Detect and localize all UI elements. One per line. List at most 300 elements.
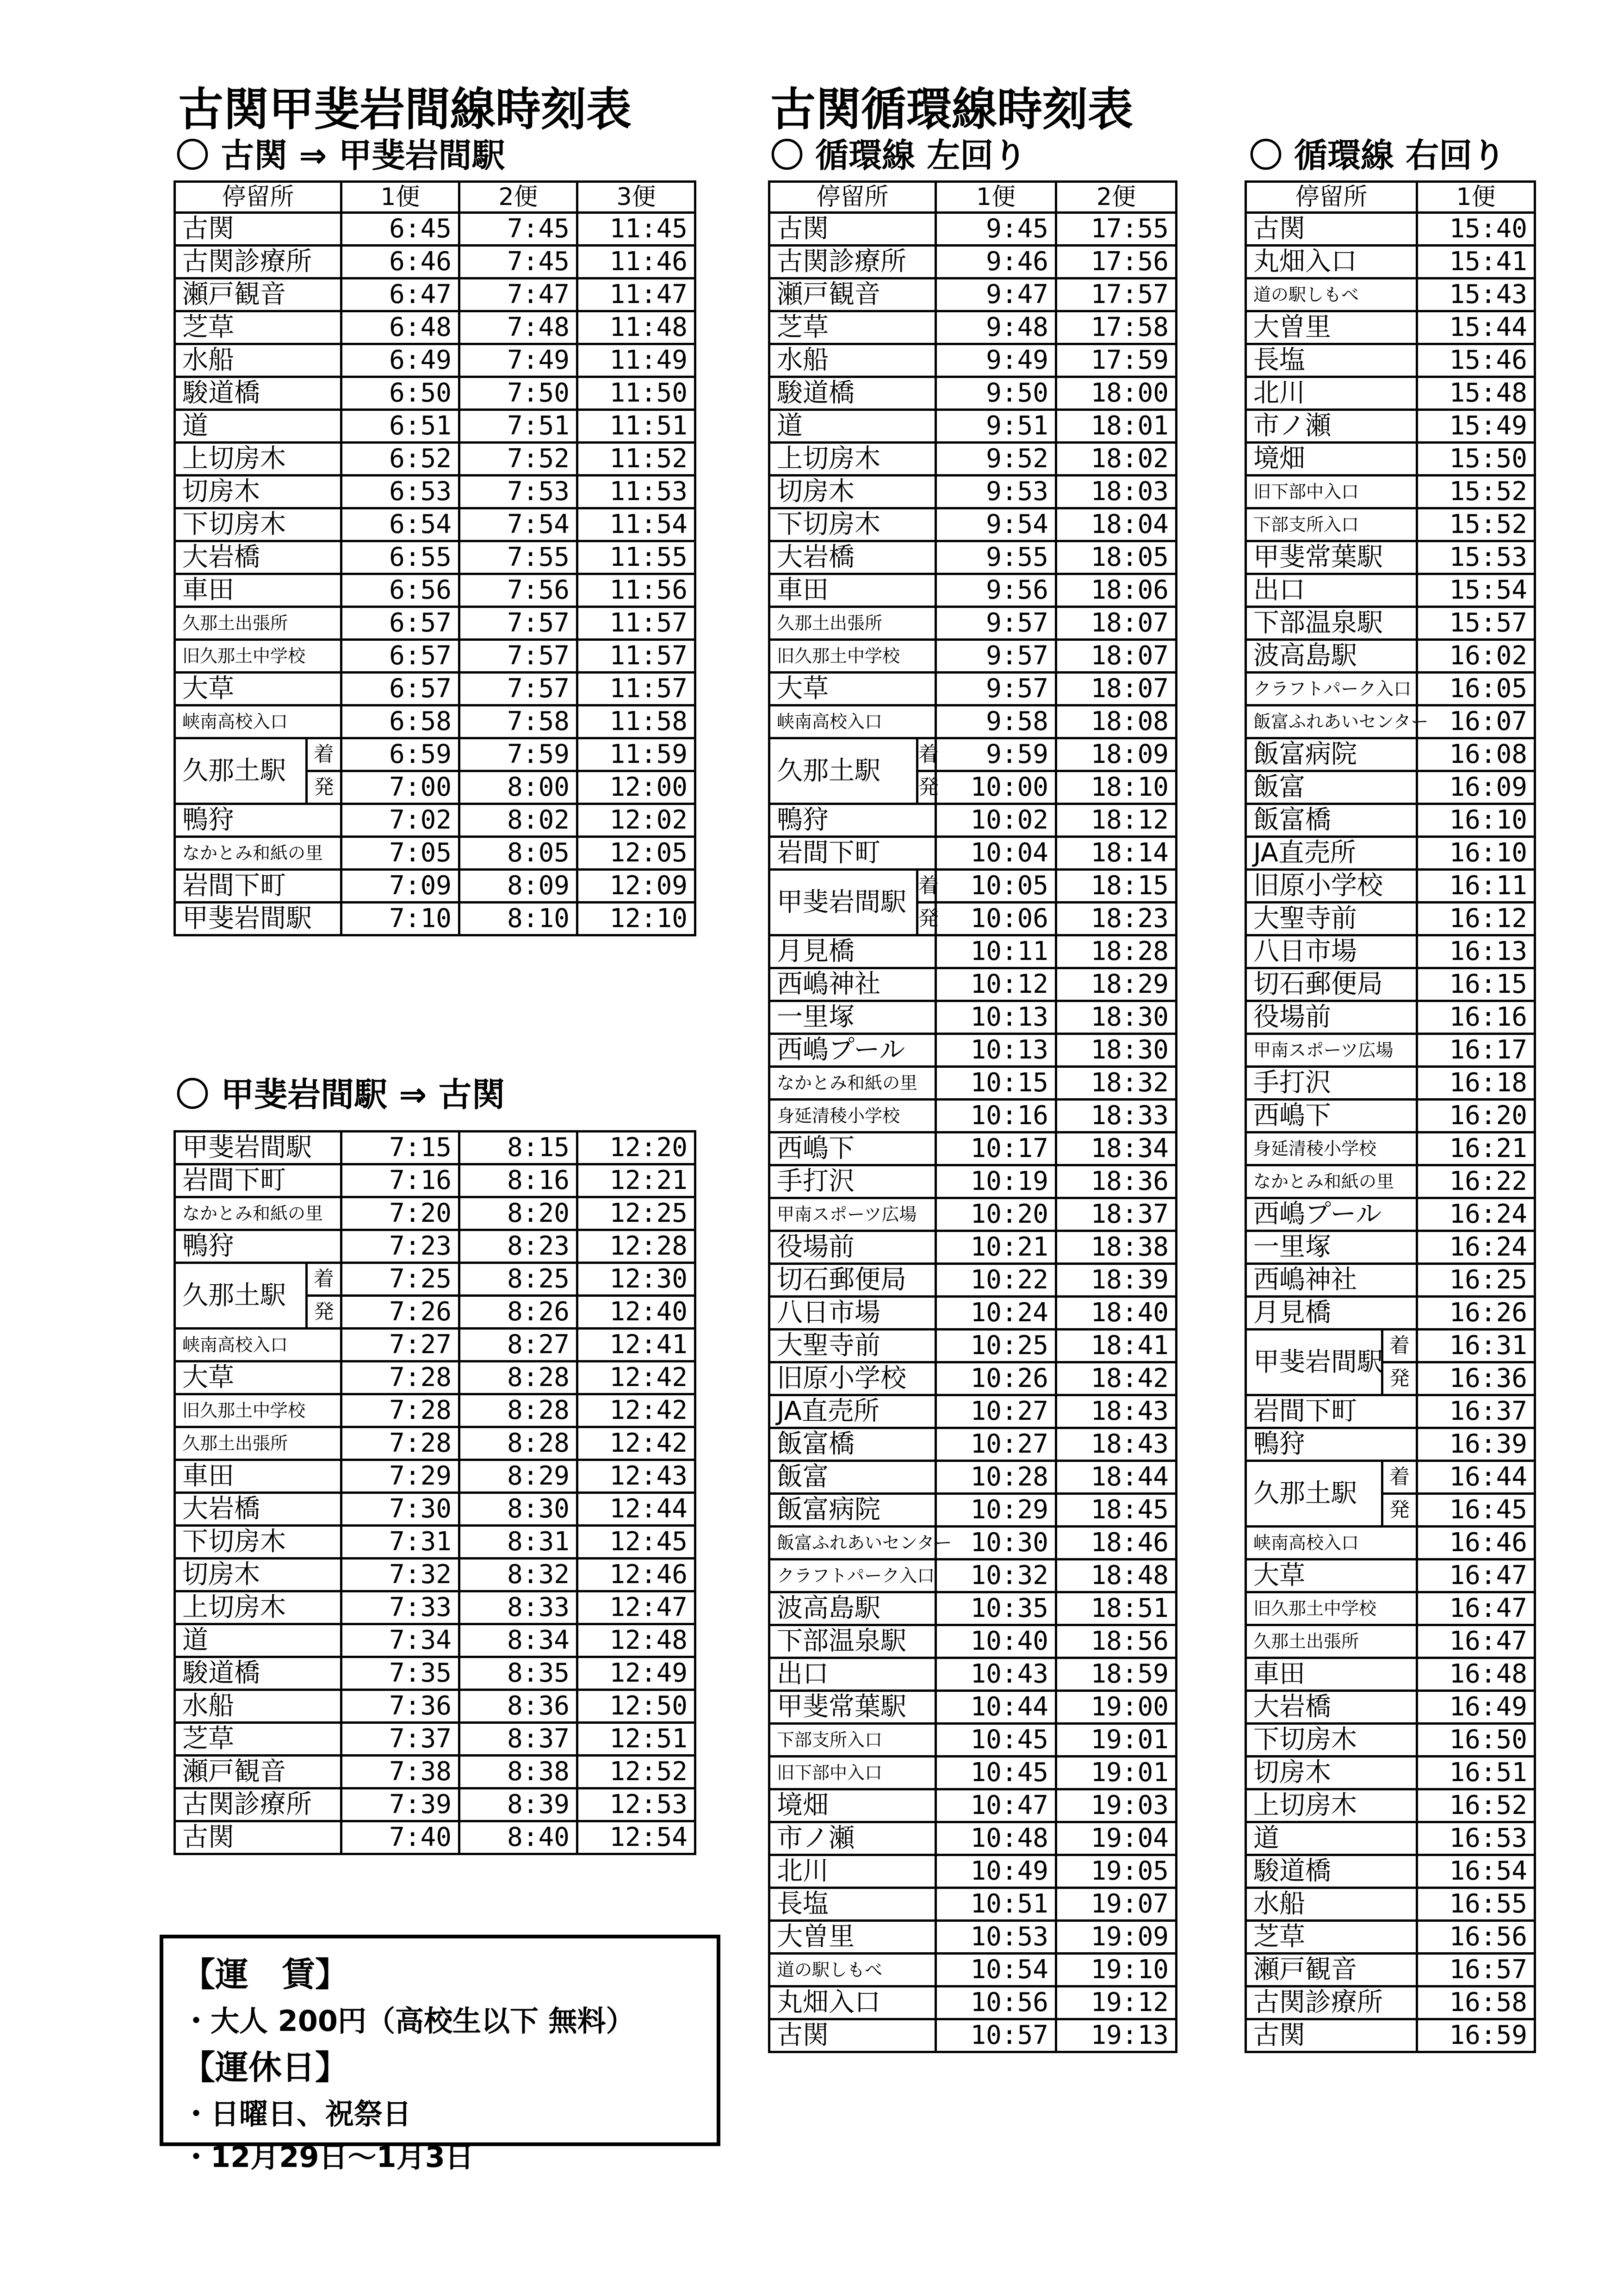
header-stop: 停留所 (1246, 182, 1417, 213)
stop-name: 久那土出張所 (769, 607, 936, 640)
time: 18:34 (1056, 1133, 1177, 1165)
arrival-time: 18:09 (1056, 738, 1177, 771)
time: 18:06 (1056, 574, 1177, 607)
table-row (1246, 476, 1535, 508)
time: 12:52 (577, 1756, 695, 1789)
time: 10:32 (936, 1560, 1056, 1592)
arrival-time: 6:59 (341, 738, 459, 771)
time: 16:48 (1417, 1658, 1535, 1691)
time: 9:53 (936, 476, 1056, 508)
arrival-time: 16:44 (1417, 1461, 1535, 1494)
time: 12:28 (577, 1230, 695, 1263)
time: 10:02 (936, 804, 1056, 837)
time: 16:16 (1417, 1001, 1535, 1034)
time: 18:12 (1056, 804, 1177, 837)
table-row (1246, 935, 1535, 968)
time: 18:36 (1056, 1165, 1177, 1198)
stop-name: 一里塚 (1246, 1231, 1417, 1264)
time: 18:45 (1056, 1494, 1177, 1527)
departure-time: 16:45 (1417, 1494, 1535, 1527)
stop-name: 古関診療所 (175, 246, 341, 278)
table-row (1246, 344, 1535, 377)
time: 7:27 (341, 1329, 459, 1362)
table-row (175, 541, 695, 574)
header-trip-1: 1便 (1417, 182, 1535, 213)
stop-name: 道 (1246, 1822, 1417, 1855)
time: 18:32 (1056, 1067, 1177, 1100)
stop-name: 旧久那土中学校 (1246, 1592, 1417, 1625)
time: 16:17 (1417, 1034, 1535, 1067)
stop-name: 久那土駅 (1246, 1461, 1382, 1527)
header-row (769, 182, 1177, 213)
table-row (1246, 1888, 1535, 1921)
stop-name: 西嶋下 (769, 1133, 936, 1165)
time: 10:53 (936, 1921, 1056, 1954)
time: 16:47 (1417, 1592, 1535, 1625)
time: 19:09 (1056, 1921, 1177, 1954)
stop-name: 下部支所入口 (769, 1724, 936, 1757)
time: 10:26 (936, 1362, 1056, 1395)
table-row (769, 1658, 1177, 1691)
time: 7:23 (341, 1230, 459, 1263)
heading-table-a: 〇 古関 ⇒ 甲斐岩間駅 (176, 136, 505, 175)
arrival-time: 7:25 (341, 1263, 459, 1296)
time: 10:25 (936, 1330, 1056, 1362)
time: 11:47 (577, 278, 695, 311)
stop-name: 古関診療所 (1246, 1987, 1417, 2019)
time: 18:00 (1056, 377, 1177, 410)
time: 9:57 (936, 640, 1056, 673)
time: 18:39 (1056, 1264, 1177, 1297)
table-row (1246, 1987, 1535, 2019)
stop-name: 大岩橋 (769, 541, 936, 574)
stop-name: 丸畑入口 (769, 1987, 936, 2019)
table-row (769, 278, 1177, 311)
time: 18:37 (1056, 1198, 1177, 1231)
table-row (1246, 574, 1535, 607)
time: 12:45 (577, 1526, 695, 1559)
stop-name: なかとみ和紙の里 (175, 1197, 341, 1230)
time: 10:22 (936, 1264, 1056, 1297)
stop-name: 瀬戸観音 (769, 278, 936, 311)
time: 16:24 (1417, 1198, 1535, 1231)
table-row (1246, 1954, 1535, 1987)
time: 7:15 (341, 1132, 459, 1164)
time: 18:59 (1056, 1658, 1177, 1691)
stop-name: 水船 (1246, 1888, 1417, 1921)
table-row (175, 574, 695, 607)
time: 18:48 (1056, 1560, 1177, 1592)
time: 12:50 (577, 1690, 695, 1723)
arrival-time: 11:59 (577, 738, 695, 771)
table-row (1246, 903, 1535, 935)
table-row (1246, 1691, 1535, 1724)
time: 7:52 (459, 443, 577, 476)
time: 8:37 (459, 1723, 577, 1756)
time: 18:07 (1056, 673, 1177, 706)
table-row (769, 1855, 1177, 1888)
stop-name: 古関 (1246, 213, 1417, 246)
table-row (1246, 213, 1535, 246)
time: 7:02 (341, 804, 459, 837)
stop-name: 古関 (175, 213, 341, 246)
time: 12:20 (577, 1132, 695, 1164)
time: 10:45 (936, 1757, 1056, 1789)
table-row (769, 1789, 1177, 1822)
stop-name: 旧原小学校 (1246, 870, 1417, 903)
table-row (769, 1691, 1177, 1724)
time: 6:57 (341, 640, 459, 673)
time: 16:39 (1417, 1428, 1535, 1461)
stop-name: 道 (175, 410, 341, 443)
table-row (769, 1757, 1177, 1789)
time: 10:51 (936, 1888, 1056, 1921)
time: 10:17 (936, 1133, 1056, 1165)
table-row (1246, 837, 1535, 870)
stop-name: 手打沢 (769, 1165, 936, 1198)
table-row (175, 837, 695, 870)
time: 19:04 (1056, 1822, 1177, 1855)
title-right: 古関循環線時刻表 (770, 83, 1134, 136)
table-row (1246, 1625, 1535, 1658)
fare-heading: 【運 賃】 (182, 1955, 349, 1994)
departure-time: 10:06 (936, 903, 1056, 935)
time: 7:32 (341, 1559, 459, 1591)
time: 8:36 (459, 1690, 577, 1723)
time: 16:58 (1417, 1987, 1535, 2019)
time: 17:58 (1056, 311, 1177, 344)
stop-name: 大曽里 (769, 1921, 936, 1954)
time: 12:42 (577, 1362, 695, 1394)
table-row (175, 1132, 695, 1164)
time: 16:46 (1417, 1527, 1535, 1560)
time: 12:25 (577, 1197, 695, 1230)
heading-table-d: 〇 循環線 右回り (1249, 136, 1506, 175)
time: 15:48 (1417, 377, 1535, 410)
stop-name: 切石郵便局 (1246, 968, 1417, 1001)
time: 16:05 (1417, 673, 1535, 706)
time: 7:35 (341, 1657, 459, 1690)
table-row (1246, 1757, 1535, 1789)
time: 16:11 (1417, 870, 1535, 903)
time: 8:39 (459, 1789, 577, 1821)
time: 12:02 (577, 804, 695, 837)
time: 8:23 (459, 1230, 577, 1263)
header-trip-2: 2便 (1056, 182, 1177, 213)
time: 7:53 (459, 476, 577, 508)
time: 18:46 (1056, 1527, 1177, 1560)
time: 9:56 (936, 574, 1056, 607)
time: 10:27 (936, 1428, 1056, 1461)
stop-name: 駿道橋 (1246, 1855, 1417, 1888)
stop-name: 西嶋神社 (769, 968, 936, 1001)
stop-name: 長塩 (1246, 344, 1417, 377)
table-row (1246, 377, 1535, 410)
table-row (1246, 673, 1535, 706)
time: 6:48 (341, 311, 459, 344)
stop-name: 大草 (1246, 1560, 1417, 1592)
time: 15:41 (1417, 246, 1535, 278)
time: 7:29 (341, 1460, 459, 1493)
time: 10:13 (936, 1034, 1056, 1067)
stop-name: 車田 (769, 574, 936, 607)
departure-time: 8:26 (459, 1296, 577, 1329)
table-row (769, 804, 1177, 837)
time: 9:57 (936, 673, 1056, 706)
time: 9:51 (936, 410, 1056, 443)
time: 6:45 (341, 213, 459, 246)
table-row (175, 1230, 695, 1263)
stop-name: 甲斐岩間駅 (769, 870, 917, 935)
time: 7:45 (459, 246, 577, 278)
table-row (1246, 1560, 1535, 1592)
time: 11:51 (577, 410, 695, 443)
table-row (769, 574, 1177, 607)
table-row (175, 1164, 695, 1197)
table-row (769, 1428, 1177, 1461)
time: 18:07 (1056, 607, 1177, 640)
arrival-time: 18:15 (1056, 870, 1177, 903)
table-row (769, 1330, 1177, 1362)
departure-time: 8:00 (459, 771, 577, 804)
stop-name: 飯富病院 (1246, 738, 1417, 771)
stop-name: 月見橋 (769, 935, 936, 968)
time: 12:46 (577, 1559, 695, 1591)
time: 16:37 (1417, 1395, 1535, 1428)
stop-name: 大岩橋 (175, 1493, 341, 1526)
time: 18:56 (1056, 1625, 1177, 1658)
stop-name: 車田 (1246, 1658, 1417, 1691)
stop-name: 切房木 (769, 476, 936, 508)
time: 16:51 (1417, 1757, 1535, 1789)
stop-name: 飯富ふれあいセンター (769, 1527, 936, 1560)
table-row (769, 2019, 1177, 2052)
time: 7:51 (459, 410, 577, 443)
time: 19:13 (1056, 2019, 1177, 2052)
table-row (769, 1034, 1177, 1067)
time: 18:08 (1056, 706, 1177, 738)
time: 11:53 (577, 476, 695, 508)
stop-name: なかとみ和紙の里 (175, 837, 341, 870)
stop-name: 身延清稜小学校 (1246, 1133, 1417, 1165)
time: 11:58 (577, 706, 695, 738)
time: 18:02 (1056, 443, 1177, 476)
time: 10:35 (936, 1592, 1056, 1625)
stop-name: 上切房木 (769, 443, 936, 476)
table-row (769, 1198, 1177, 1231)
stop-name: 役場前 (769, 1231, 936, 1264)
departure-time: 12:40 (577, 1296, 695, 1329)
stop-name: クラフトパーク入口 (769, 1560, 936, 1592)
table-row (769, 607, 1177, 640)
stop-name: 旧久那土中学校 (175, 1394, 341, 1427)
table-row (1246, 278, 1535, 311)
table-row (1246, 246, 1535, 278)
time: 16:47 (1417, 1560, 1535, 1592)
time: 7:31 (341, 1526, 459, 1559)
table-row (175, 640, 695, 673)
stop-name: 市ノ瀬 (769, 1822, 936, 1855)
time: 17:55 (1056, 213, 1177, 246)
table-row (175, 1657, 695, 1690)
time: 12:44 (577, 1493, 695, 1526)
stop-name: 古関診療所 (769, 246, 936, 278)
arrival-label: 着 (917, 870, 936, 903)
stop-name: 岩間下町 (175, 870, 341, 903)
time: 10:45 (936, 1724, 1056, 1757)
stop-name: 大曽里 (1246, 311, 1417, 344)
time: 12:49 (577, 1657, 695, 1690)
table-row (175, 476, 695, 508)
table-row (175, 738, 695, 771)
time: 8:31 (459, 1526, 577, 1559)
time: 10:21 (936, 1231, 1056, 1264)
table-row (1246, 804, 1535, 837)
table-row (769, 1133, 1177, 1165)
table-row (769, 443, 1177, 476)
departure-label: 発 (307, 771, 341, 804)
table-row (1246, 1724, 1535, 1757)
table-row (769, 1592, 1177, 1625)
stop-name: 八日市場 (769, 1297, 936, 1330)
time: 6:49 (341, 344, 459, 377)
time: 15:43 (1417, 278, 1535, 311)
table-row (175, 1460, 695, 1493)
fare-text: ・大人 200円（高校生以下 無料） (182, 2004, 635, 2038)
table-row (175, 1197, 695, 1230)
stop-name: 瀬戸観音 (175, 1756, 341, 1789)
stop-name: 上切房木 (175, 1591, 341, 1624)
time: 10:11 (936, 935, 1056, 968)
holiday-heading: 【運休日】 (182, 2048, 349, 2087)
time: 18:01 (1056, 410, 1177, 443)
header-trip-1: 1便 (341, 182, 459, 213)
table-row (1246, 1165, 1535, 1198)
time: 8:20 (459, 1197, 577, 1230)
table-row (1246, 1395, 1535, 1428)
table-row (1246, 1100, 1535, 1133)
time: 16:55 (1417, 1888, 1535, 1921)
time: 10:29 (936, 1494, 1056, 1527)
title-left: 古関甲斐岩間線時刻表 (178, 83, 632, 136)
table-row (1246, 1428, 1535, 1461)
time: 12:43 (577, 1460, 695, 1493)
time: 8:30 (459, 1493, 577, 1526)
stop-name: 飯富橋 (1246, 804, 1417, 837)
time: 18:29 (1056, 968, 1177, 1001)
stop-name: 久那土出張所 (1246, 1625, 1417, 1658)
time: 17:59 (1056, 344, 1177, 377)
stop-name: 一里塚 (769, 1001, 936, 1034)
stop-name: 久那土駅 (769, 738, 917, 804)
time: 11:57 (577, 673, 695, 706)
stop-name: 旧久那土中学校 (769, 640, 936, 673)
time: 6:56 (341, 574, 459, 607)
stop-name: 波高島駅 (769, 1592, 936, 1625)
stop-name: 上切房木 (1246, 1789, 1417, 1822)
arrival-time: 12:30 (577, 1263, 695, 1296)
stop-name: 峡南高校入口 (1246, 1527, 1417, 1560)
time: 11:57 (577, 607, 695, 640)
stop-name: 北川 (769, 1855, 936, 1888)
stop-name: 長塩 (769, 1888, 936, 1921)
table-row (769, 673, 1177, 706)
time: 6:57 (341, 673, 459, 706)
stop-name: 岩間下町 (175, 1164, 341, 1197)
time: 11:45 (577, 213, 695, 246)
time: 16:07 (1417, 706, 1535, 738)
time: 18:03 (1056, 476, 1177, 508)
table-row (769, 935, 1177, 968)
stop-name: 古関診療所 (175, 1789, 341, 1821)
table-row (1246, 640, 1535, 673)
stop-name: 役場前 (1246, 1001, 1417, 1034)
table-row (1246, 2019, 1535, 2052)
time: 9:46 (936, 246, 1056, 278)
stop-name: 鴨狩 (175, 804, 341, 837)
time: 19:10 (1056, 1954, 1177, 1987)
time: 7:48 (459, 311, 577, 344)
table-row (1246, 1198, 1535, 1231)
table-row (175, 1329, 695, 1362)
stop-name: 大草 (769, 673, 936, 706)
time: 16:12 (1417, 903, 1535, 935)
table-row (769, 1297, 1177, 1330)
table-row (769, 476, 1177, 508)
time: 10:57 (936, 2019, 1056, 2052)
time: 18:07 (1056, 640, 1177, 673)
table-row (175, 903, 695, 935)
time: 19:01 (1056, 1757, 1177, 1789)
stop-name: 下切房木 (175, 1526, 341, 1559)
stop-name: 鴨狩 (175, 1230, 341, 1263)
table-row (1246, 443, 1535, 476)
stop-name: 甲斐岩間駅 (1246, 1330, 1382, 1395)
stop-name: 古関 (769, 213, 936, 246)
time: 11:50 (577, 377, 695, 410)
time: 10:20 (936, 1198, 1056, 1231)
table-row (1246, 1855, 1535, 1888)
table-row (769, 1362, 1177, 1395)
table-row (769, 640, 1177, 673)
stop-name: 飯富病院 (769, 1494, 936, 1527)
stop-name: 甲南スポーツ広場 (1246, 1034, 1417, 1067)
timetable-loop-counterclockwise (768, 180, 1177, 2053)
stop-name: 瀬戸観音 (175, 278, 341, 311)
time: 16:10 (1417, 804, 1535, 837)
time: 9:52 (936, 443, 1056, 476)
arrival-time: 10:05 (936, 870, 1056, 903)
time: 9:57 (936, 607, 1056, 640)
departure-label: 発 (307, 1296, 341, 1329)
time: 18:43 (1056, 1395, 1177, 1428)
stop-name: 大草 (175, 673, 341, 706)
stop-name: 切石郵便局 (769, 1264, 936, 1297)
stop-name: 飯富 (769, 1461, 936, 1494)
timetable-loop-clockwise (1245, 180, 1536, 2053)
time: 17:57 (1056, 278, 1177, 311)
table-row (175, 1263, 695, 1296)
stop-name: JA直売所 (769, 1395, 936, 1428)
table-row (769, 1395, 1177, 1428)
stop-name: 芝草 (175, 1723, 341, 1756)
time: 7:39 (341, 1789, 459, 1821)
time: 18:30 (1056, 1034, 1177, 1067)
table-row (1246, 1592, 1535, 1625)
time: 8:33 (459, 1591, 577, 1624)
table-row (769, 1231, 1177, 1264)
time: 7:57 (459, 673, 577, 706)
